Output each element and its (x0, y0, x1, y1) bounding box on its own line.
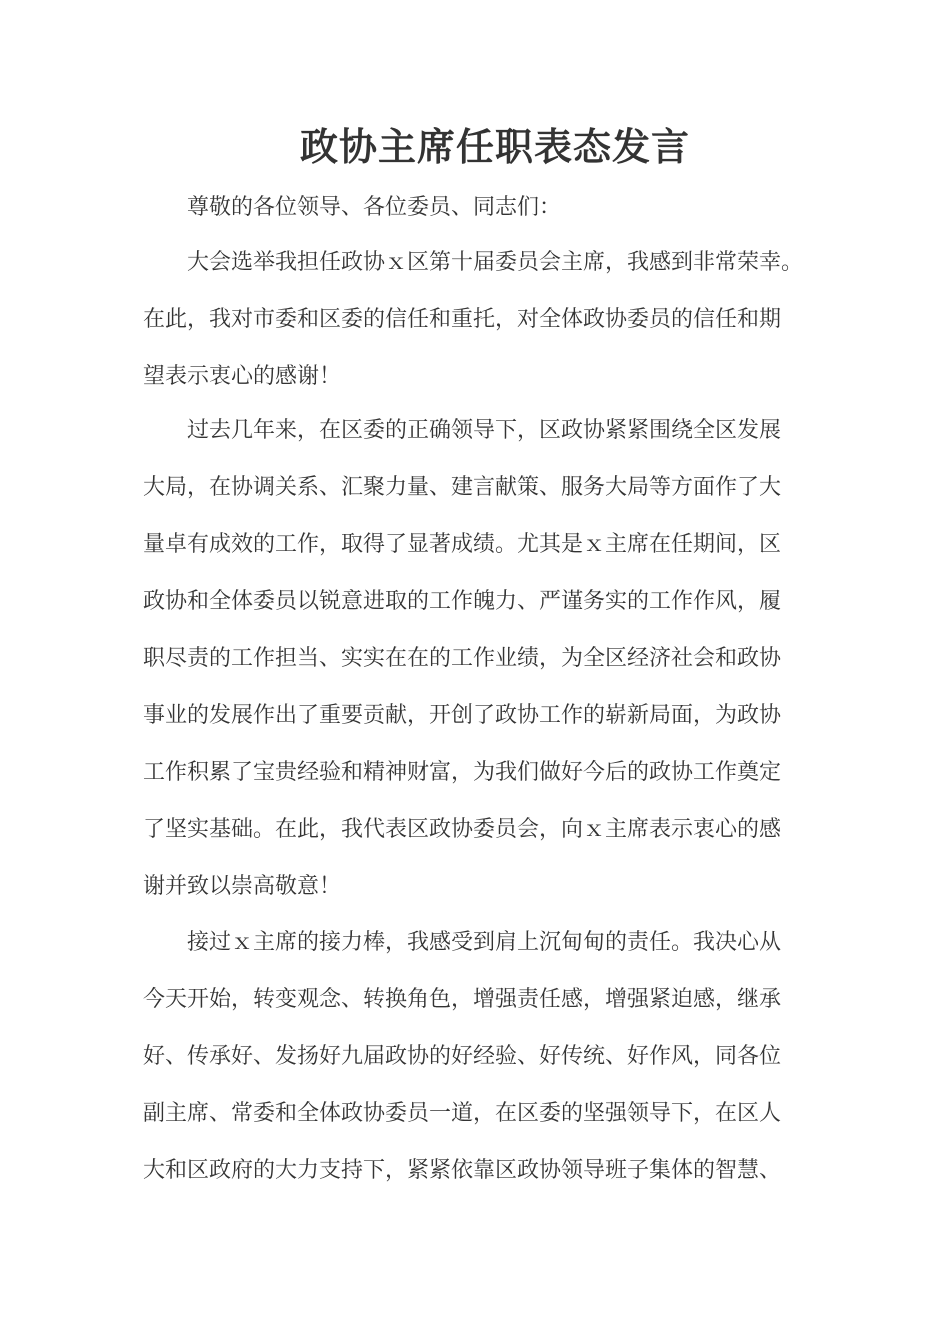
paragraph-line: 今天开始，转变观念、转换角色，增强责任感，增强紧迫感，继承 (143, 987, 782, 1012)
paragraph-line: 大和区政府的大力支持下，紧紧依靠区政协领导班子集体的智慧、 (143, 1158, 782, 1183)
paragraph-line: 大会选举我担任政协ｘ区第十届委员会主席，我感到非常荣幸。 (187, 250, 804, 275)
paragraph-line: 望表示衷心的感谢！ (143, 364, 342, 389)
paragraph-line: 副主席、常委和全体政协委员一道，在区委的坚强领导下，在区人 (143, 1101, 782, 1126)
document-title: 政协主席任职表态发言 (299, 124, 690, 169)
paragraph-line: 过去几年来，在区委的正确领导下，区政协紧紧围绕全区发展 (187, 418, 782, 443)
salutation-line: 尊敬的各位领导、各位委员、同志们： (187, 195, 562, 220)
paragraph-line: 在此，我对市委和区委的信任和重托，对全体政协委员的信任和期 (143, 307, 782, 332)
paragraph-line: 职尽责的工作担当、实实在在的工作业绩，为全区经济社会和政协 (143, 646, 782, 671)
paragraph-line: 接过ｘ主席的接力棒，我感受到肩上沉甸甸的责任。我决心从 (187, 930, 782, 955)
paragraph-line: 工作积累了宝贵经验和精神财富，为我们做好今后的政协工作奠定 (143, 760, 782, 785)
paragraph-line: 好、传承好、发扬好九届政协的好经验、好传统、好作风，同各位 (143, 1044, 782, 1069)
paragraph-line: 量卓有成效的工作，取得了显著成绩。尤其是ｘ主席在任期间，区 (143, 532, 782, 557)
paragraph-line: 事业的发展作出了重要贡献，开创了政协工作的崭新局面，为政协 (143, 703, 782, 728)
paragraph-line: 谢并致以崇高敬意！ (143, 874, 342, 899)
paragraph-line: 政协和全体委员以锐意进取的工作魄力、严谨务实的工作作风，履 (143, 589, 782, 614)
paragraph-line: 了坚实基础。在此，我代表区政协委员会，向ｘ主席表示衷心的感 (143, 817, 782, 842)
paragraph-line: 大局，在协调关系、汇聚力量、建言献策、服务大局等方面作了大 (143, 475, 782, 500)
